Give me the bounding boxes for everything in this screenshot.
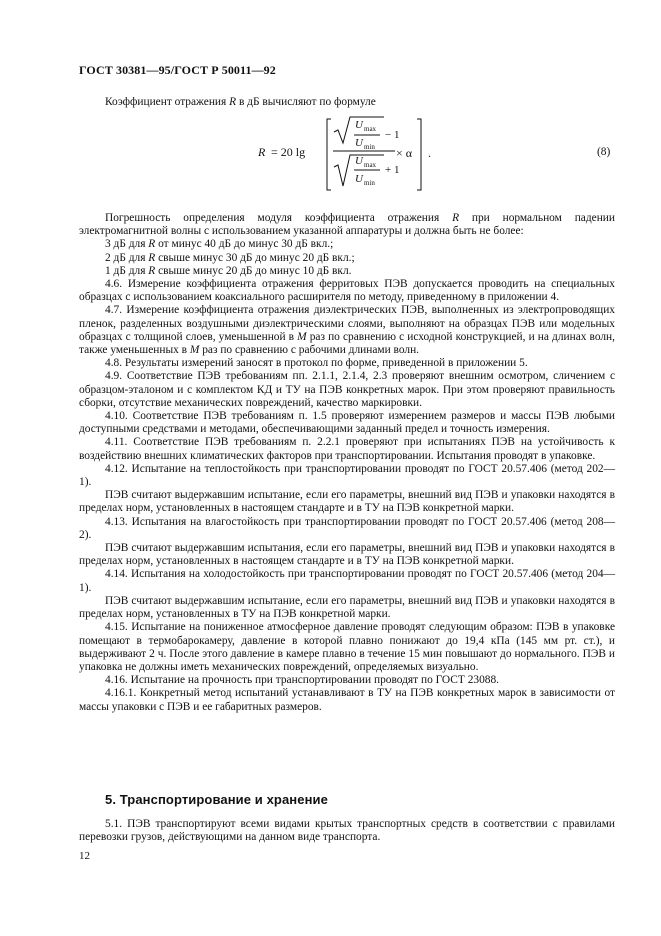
- formula-eq: = 20 lg: [271, 145, 306, 159]
- formula-lhs: R: [258, 145, 266, 159]
- paragraph-4-8: 4.8. Результаты измерений заносят в протокол по форме, приведенной в приложении 5.: [105, 357, 528, 370]
- paragraph-4-15: 4.15. Испытание на пониженное атмосферное давление проводят следующим образом: ПЭВ в упаковке помещают в термобарокамеру, давление в которой плавно понижают до 19,4 кПа (145 мм рт. ст.), и выдерживают 2 ч. После этого давление в камере плавно в течение 15 мин повышают до нормального. ПЭВ и упаковка не должны иметь механических повреждений, определяемых визуально.: [79, 621, 615, 673]
- paragraph-4-7: 4.7. Измерение коэффициента отражения диэлектрических ПЭВ, выполненных из электропроводящих пленок, разделенных воздушными диэлектрическими слоями, выполняют на образцах ПЭВ или модельных образцах с толщиной слоев, уменьшенной в М раз по сравнению с исходной конструкцией, и на длинах волн, также уменьшенных в М раз по сравнению с рабочими длинами волн.: [79, 304, 616, 357]
- paragraph-5-1: 5.1. ПЭВ транспортируют всеми видами крытых транспортных средств в соответствии с правилами перевозки грузов, действующими на данном виде транспорта.: [79, 818, 615, 844]
- paragraph-4-13-result: ПЭВ считают выдержавшим испытания, если его параметры, внешний вид ПЭВ и упаковки находятся в пределах норм, установленных в настоящем стандарте и в ТУ на ПЭВ конкретной марки.: [79, 542, 615, 568]
- formula-intro: Коэффициент отражения R в дБ вычисляют по формуле: [105, 96, 376, 108]
- svg-text:min: min: [364, 143, 375, 151]
- paragraph-4-14-result: ПЭВ считают выдержавшим испытание, если его параметры, внешний вид ПЭВ и упаковки находятся в пределах норм, установленных в ТУ на ПЭВ конкретной марки.: [79, 594, 615, 621]
- page-header: ГОСТ 30381—95/ГОСТ Р 50011—92: [79, 63, 276, 77]
- section-title: 5. Транспортирование и хранение: [105, 792, 328, 807]
- paragraph-4-9: 4.9. Соответствие ПЭВ требованиям пп. 2.1.1, 2.1.4, 2.3 проверяют внешним осмотром, сличением с образцом-эталоном и с комплектом КД и ТУ на ПЭВ конкретных марок. При этом проверяют правильность сборки, отсутствие механических повреждений, качество маркировки.: [79, 370, 615, 409]
- paragraph-error: Погрешность определения модуля коэффициента отражения R при нормальном падении электромагнитной волны с использованием указанной аппаратуры и должна быть не более:: [79, 212, 615, 238]
- paragraph-4-16: 4.16. Испытание на прочность при транспортировании проводят по ГОСТ 23088.: [105, 674, 500, 687]
- svg-text:max: max: [364, 161, 377, 169]
- svg-text:U: U: [355, 155, 363, 167]
- paragraph-4-11: 4.11. Соответствие ПЭВ требованиям п. 2.2.1 проверяют при испытаниях ПЭВ на устойчивость к воздействию внешних климатических факторов при транспортировании. Испытания проводят в упаковке.: [79, 436, 615, 462]
- page-number: 12: [79, 850, 90, 862]
- svg-text:U: U: [355, 173, 363, 185]
- svg-text:− 1: − 1: [385, 129, 400, 141]
- svg-text:+ 1: + 1: [385, 164, 400, 176]
- limit-item: 3 дБ для R от минус 40 дБ до минус 30 дБ вкл.;: [105, 238, 334, 251]
- formula-times-alpha: × α: [396, 146, 413, 160]
- paragraph-4-10: 4.10. Соответствие ПЭВ требованиям п. 1.5 проверяют измерением размеров и массы ПЭВ любыми доступными средствами и методами, обеспечивающими заданный предел и точность измерения.: [79, 410, 615, 436]
- svg-text:U: U: [355, 137, 363, 149]
- limit-item: 2 дБ для R свыше минус 30 дБ до минус 20 дБ вкл.;: [105, 251, 355, 264]
- body-text: [79, 212, 615, 714]
- paragraph-4-12-result: ПЭВ считают выдержавшим испытание, если его параметры, внешний вид ПЭВ и упаковки находятся в пределах норм, установленных в настоящем стандарте и в ТУ на ПЭВ конкретной марки.: [79, 489, 615, 515]
- section-5-body: [79, 818, 615, 844]
- paragraph-4-13: 4.13. Испытания на влагостойкость при транспортировании проводят по ГОСТ 20.57.406 (метод 208—2).: [79, 515, 615, 541]
- svg-text:U: U: [355, 119, 363, 131]
- formula-number: (8): [597, 146, 611, 158]
- paragraph-4-16-1: 4.16.1. Конкретный метод испытаний устанавливают в ТУ на ПЭВ конкретных марок в зависимости от массы упаковки с ПЭВ и ее габаритных размеров.: [79, 687, 615, 713]
- limit-item: 1 дБ для R свыше минус 20 дБ до минус 10 дБ вкл.: [105, 264, 352, 277]
- paragraph-4-14: 4.14. Испытания на холодостойкость при транспортировании проводят по ГОСТ 20.57.406 (метод 204—1).: [79, 568, 615, 594]
- svg-text:max: max: [364, 125, 377, 133]
- paragraph-4-6: 4.6. Измерение коэффициента отражения ферритовых ПЭВ допускается проводить на специальных образцах с использованием коаксиального расширителя по методу, приведенному в приложении 4.: [79, 278, 615, 304]
- svg-text:min: min: [364, 179, 375, 187]
- paragraph-4-12: 4.12. Испытание на теплостойкость при транспортировании проводят по ГОСТ 20.57.406 (метод 202—1).: [79, 462, 615, 489]
- svg-text:.: .: [428, 146, 431, 160]
